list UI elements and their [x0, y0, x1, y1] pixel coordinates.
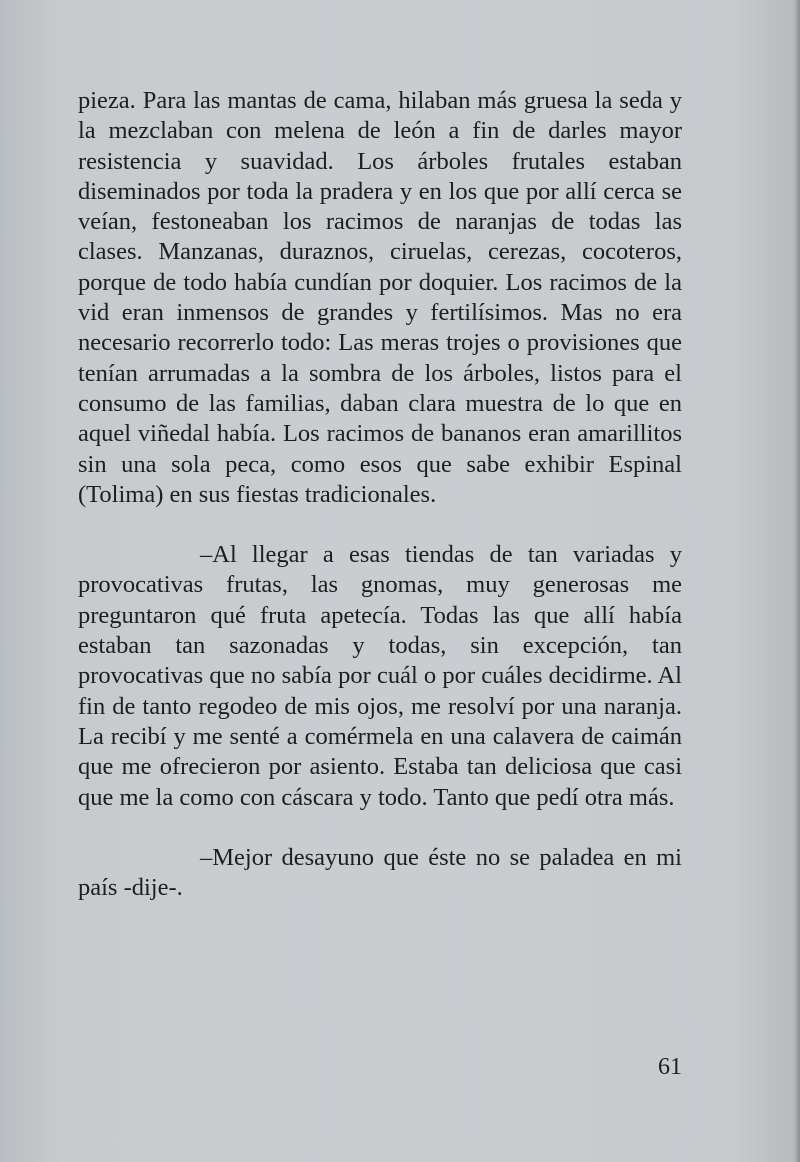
- paragraph-1: pieza. Para las mantas de cama, hilaban más gruesa la seda y la mezclaban con melena de león a fin de darles mayor resistencia y suavidad. Los árboles frutales estaban diseminados por toda la pradera y en los que por allí cerca se veían, festoneaban los racimos de naranjas de todas las clases. Manzanas, duraznos, ciruelas, cerezas, cocoteros, porque de todo había cundían por doquier. Los racimos de la vid eran inmensos de grandes y fertilísimos. Mas no era necesario recorrerlo todo: Las meras trojes o provisiones que tenían arrumadas a la sombra de los árboles, listos para el consumo de las familias, daban clara muestra de lo que en aquel viñedal había. Los racimos de bananos eran amarillitos sin una sola peca, como esos que sabe exhibir Espinal (Tolima) en sus fiestas tradicionales.: [78, 87, 682, 508]
- paragraph-3: –Mejor desayuno que éste no se paladea en mi país -dije-.: [78, 843, 682, 902]
- page-edge-shadow: [794, 0, 800, 1162]
- paragraph-2: –Al llegar a esas tiendas de tan variadas y provocativas frutas, las gnomas, muy generosas me preguntaron qué fruta apetecía. Todas las que allí había estaban tan sazonadas y todas, sin excepción, tan provocativas que no sabía por cuál o por cuáles decidirme. Al fin de tanto regodeo de mis ojos, me resolví por una naranja. La recibí y me senté a comérmela en una calavera de caimán que me ofrecieron por asiento. Estaba tan deliciosa que casi que me la como con cáscara y todo. Tanto que pedí otra más.: [78, 541, 682, 811]
- body-text: [78, 86, 682, 903]
- page-number: 61: [658, 1054, 682, 1080]
